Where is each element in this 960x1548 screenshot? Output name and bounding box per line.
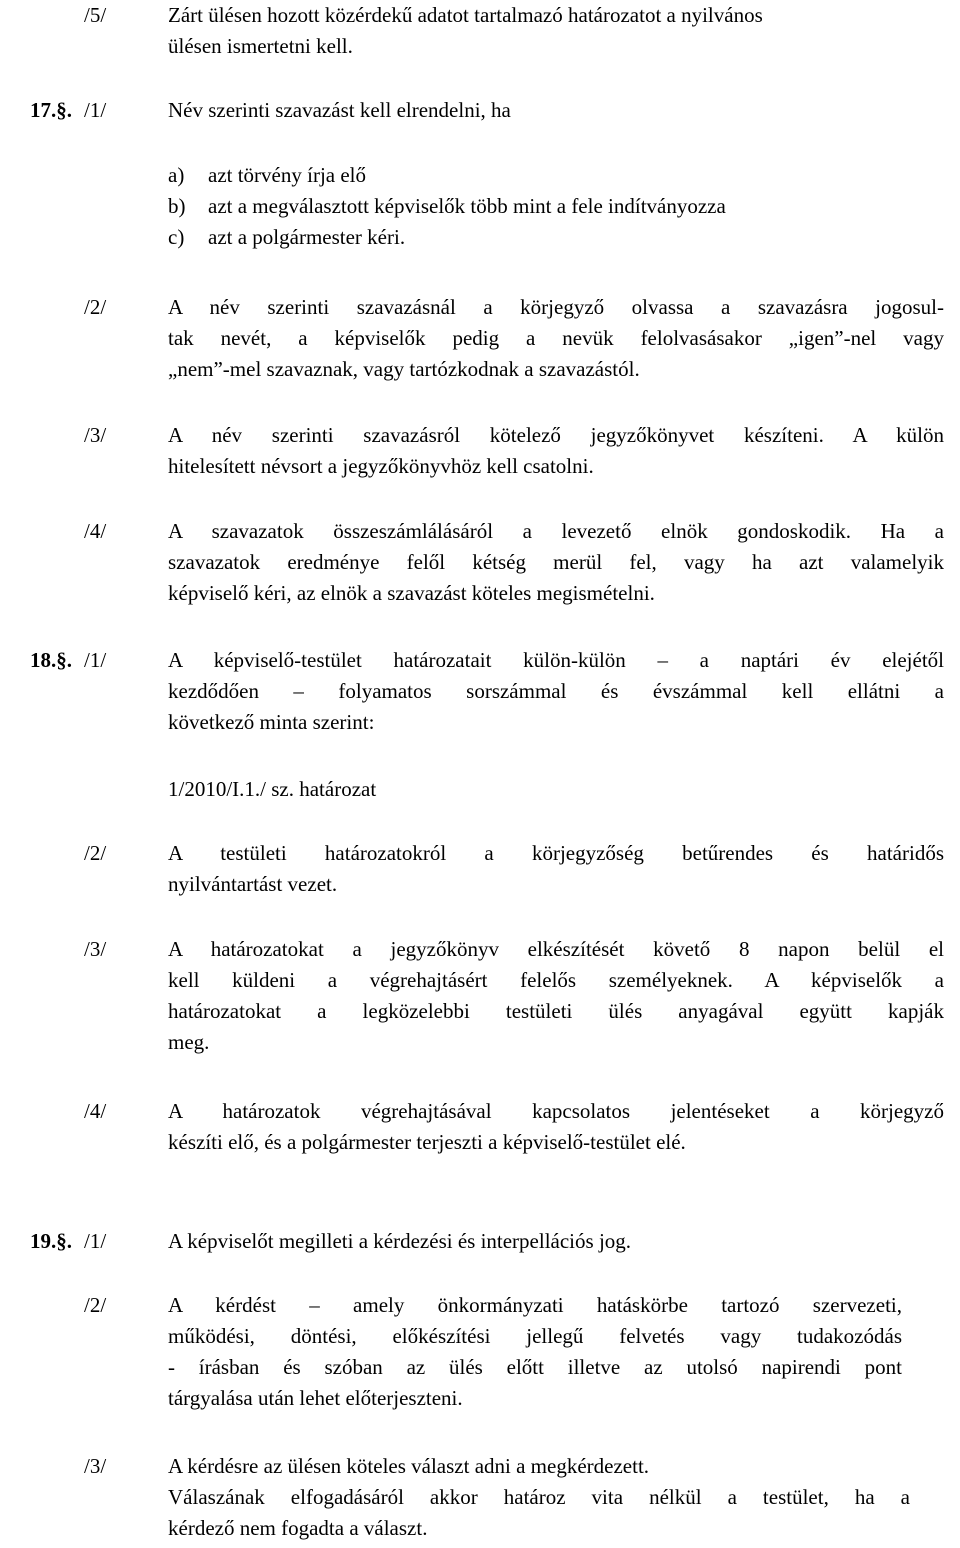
paragraph-text xyxy=(168,1451,910,1544)
paragraph-text xyxy=(168,516,944,609)
paragraph-number: /1/ xyxy=(84,98,107,122)
text-line: határozatokat a legközelebbi testületi ülés anyagával együtt kapják xyxy=(168,999,944,1023)
text-line: kérdező nem fogadta a választ. xyxy=(168,1516,428,1540)
section-number: 17.§. xyxy=(30,98,72,122)
paragraph-number: /2/ xyxy=(84,1293,107,1317)
paragraph-text xyxy=(168,838,944,900)
text-line: meg. xyxy=(168,1030,210,1054)
list-text: azt a polgármester kéri. xyxy=(208,225,406,249)
text-line: készíti elő, és a polgármester terjeszti a képviselő-testület elé. xyxy=(168,1130,686,1154)
text-line: kell küldeni a végrehajtásért felelős személyeknek. A képviselők a xyxy=(168,968,944,992)
text-line: következő minta szerint: xyxy=(168,710,375,734)
text-line: Zárt ülésen hozott közérdekű adatot tartalmazó határozatot a nyilvános xyxy=(168,3,763,27)
paragraph-text xyxy=(168,1290,902,1414)
text-line: - írásban és szóban az ülés előtt illetve az utolsó napirendi pont xyxy=(168,1355,902,1379)
text-line: A kérdésre az ülésen köteles választ adni a megkérdezett. xyxy=(168,1454,650,1478)
paragraph-number: /5/ xyxy=(84,3,107,27)
text-line: ülésen ismertetni kell. xyxy=(168,34,353,58)
text-line: Név szerinti szavazást kell elrendelni, ha xyxy=(168,98,511,122)
paragraph-number: /2/ xyxy=(84,841,107,865)
text-line: A kérdést – amely önkormányzati hatáskörbe tartozó szervezeti, xyxy=(168,1293,902,1317)
text-line: „nem”-mel szavaznak, vagy tartózkodnak a szavazástól. xyxy=(168,357,640,381)
text-line: kezdődően – folyamatos sorszámmal és évszámmal kell ellátni a xyxy=(168,679,944,703)
list-item xyxy=(168,191,726,222)
section-number: 18.§. xyxy=(30,648,72,672)
paragraph-text xyxy=(168,95,944,126)
paragraph-number: /1/ xyxy=(84,648,107,672)
section-number: 19.§. xyxy=(30,1229,72,1253)
list-text: azt törvény írja elő xyxy=(208,163,367,187)
list-label: c) xyxy=(168,225,185,249)
paragraph-number: /4/ xyxy=(84,1099,107,1123)
text-line: A név szerinti szavazásról kötelező jegyzőkönyvet készíteni. A külön xyxy=(168,423,944,447)
text-line: A testületi határozatokról a körjegyzőség betűrendes és határidős xyxy=(168,841,944,865)
text-line: A határozatokat a jegyzőkönyv elkészítését követő 8 napon belül el xyxy=(168,937,944,961)
text-line: tárgyalása után lehet előterjeszteni. xyxy=(168,1386,463,1410)
text-line: A képviselőt megilleti a kérdezési és interpellációs jog. xyxy=(168,1229,632,1253)
text-line: A képviselő-testület határozatait külön-külön – a naptári év elejétől xyxy=(168,648,944,672)
paragraph-text xyxy=(168,292,944,385)
text-line: működési, döntési, előkészítési jellegű felvetés vagy tudakozódás xyxy=(168,1324,902,1348)
paragraph-number: /3/ xyxy=(84,423,107,447)
text-line: tak nevét, a képviselők pedig a nevük felolvasásakor „igen”-nel vagy xyxy=(168,326,944,350)
list-text: azt a megválasztott képviselők több mint a fele indítványozza xyxy=(208,194,726,218)
text-line: nyilvántartást vezet. xyxy=(168,872,338,896)
list-item xyxy=(168,160,726,191)
list xyxy=(168,160,726,253)
text-line: Válaszának elfogadásáról akkor határoz vita nélkül a testület, ha a xyxy=(168,1485,910,1509)
text-line: szavazatok eredménye felől kétség merül fel, vagy ha azt valamelyik xyxy=(168,550,944,574)
text-line: A név szerinti szavazásnál a körjegyző olvassa a szavazásra jogosul- xyxy=(168,295,944,319)
text-line: hitelesített névsort a jegyzőkönyvhöz kell csatolni. xyxy=(168,454,594,478)
paragraph-text xyxy=(168,1226,944,1257)
list-label: b) xyxy=(168,194,186,218)
text-line: A határozatok végrehajtásával kapcsolatos jelentéseket a körjegyző xyxy=(168,1099,944,1123)
paragraph-text xyxy=(168,774,944,805)
paragraph-text xyxy=(168,0,944,62)
paragraph-number: /3/ xyxy=(84,937,107,961)
paragraph-number: /1/ xyxy=(84,1229,107,1253)
text-line: képviselő kéri, az elnök a szavazást köteles megismételni. xyxy=(168,581,655,605)
paragraph-text xyxy=(168,420,944,482)
list-label: a) xyxy=(168,163,185,187)
paragraph-number: /3/ xyxy=(84,1454,107,1478)
paragraph-text xyxy=(168,1096,944,1158)
paragraph-text xyxy=(168,645,944,738)
list-item xyxy=(168,222,726,253)
text-line: 1/2010/I.1./ sz. határozat xyxy=(168,777,377,801)
paragraph-text xyxy=(168,934,944,1058)
paragraph-number: /4/ xyxy=(84,519,107,543)
paragraph-number: /2/ xyxy=(84,295,107,319)
text-line: A szavazatok összeszámlálásáról a levezető elnök gondoskodik. Ha a xyxy=(168,519,944,543)
